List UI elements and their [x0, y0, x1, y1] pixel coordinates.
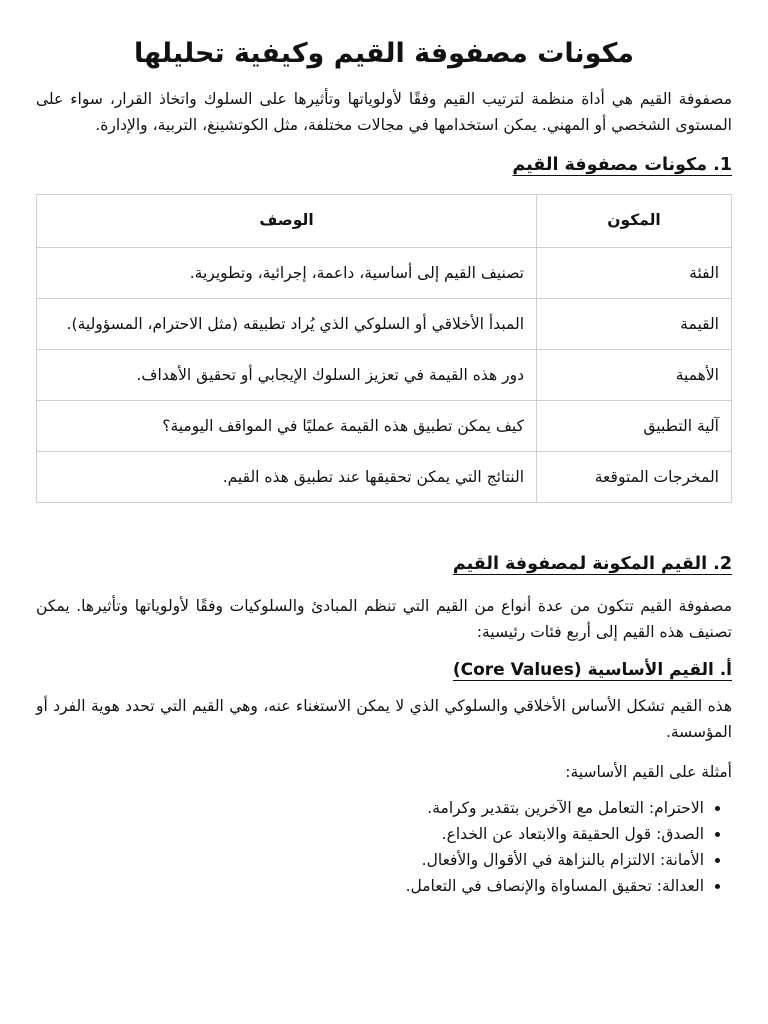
cell-description: دور هذه القيمة في تعزيز السلوك الإيجابي أو تحقيق الأهداف. [37, 350, 537, 401]
cell-component: الفئة [537, 248, 732, 299]
list-item: • الاحترام: التعامل مع الآخرين بتقدير وكرامة. [36, 795, 704, 821]
core-values-paragraph: هذه القيم تشكل الأساس الأخلاقي والسلوكي الذي لا يمكن الاستغناء عنه، وهي القيم التي تحدد هوية الفرد أو المؤسسة. [36, 697, 732, 741]
examples-title: أمثلة على القيم الأساسية: [565, 763, 732, 781]
header-component: المكون [537, 195, 732, 248]
table-row [37, 401, 732, 452]
section-2-heading: 2. القيم المكونة لمصفوفة القيم [452, 554, 732, 574]
cell-component: الأهمية [537, 350, 732, 401]
table-row [37, 350, 732, 401]
header-description: الوصف [37, 195, 537, 248]
examples-list [36, 795, 732, 899]
cell-component: آلية التطبيق [537, 401, 732, 452]
table-row [37, 452, 732, 503]
cell-description: النتائج التي يمكن تحقيقها عند تطبيق هذه القيم. [37, 452, 537, 503]
section-2-paragraph: مصفوفة القيم تتكون من عدة أنواع من القيم التي تنظم المبادئ والسلوكيات وفقًا لأولوياتها وتأثيرها. يمكن تصنيف هذه القيم إلى أربع فئات رئيسية: [36, 597, 732, 641]
components-table [36, 194, 732, 503]
table-row [37, 248, 732, 299]
table-header-row [37, 195, 732, 248]
list-item: • الأمانة: الالتزام بالنزاهة في الأقوال والأفعال. [36, 847, 704, 873]
table-row [37, 299, 732, 350]
cell-component: المخرجات المتوقعة [537, 452, 732, 503]
cell-component: القيمة [537, 299, 732, 350]
cell-description: كيف يمكن تطبيق هذه القيمة عمليًا في المواقف اليومية؟ [37, 401, 537, 452]
intro-paragraph: مصفوفة القيم هي أداة منظمة لترتيب القيم وفقًا لأولوياتها وتأثيرها على السلوك واتخاذ القرار، سواء على المستوى الشخصي أو المهني. يمكن استخدامها في مجالات مختلفة، مثل الكوتشينغ، التربية، والإدارة. [36, 90, 732, 134]
page-title: مكونات مصفوفة القيم وكيفية تحليلها [133, 38, 635, 69]
cell-description: تصنيف القيم إلى أساسية، داعمة، إجرائية، وتطويرية. [37, 248, 537, 299]
section-1-heading: 1. مكونات مصفوفة القيم [512, 155, 732, 175]
section-2 [36, 551, 732, 899]
core-values-heading: أ. القيم الأساسية (Core Values) [452, 660, 732, 680]
list-item: • الصدق: قول الحقيقة والابتعاد عن الخداع. [36, 821, 704, 847]
list-item: • العدالة: تحقيق المساواة والإنصاف في التعامل. [36, 873, 704, 899]
cell-description: المبدأ الأخلاقي أو السلوكي الذي يُراد تطبيقه (مثل الاحترام، المسؤولية). [37, 299, 537, 350]
